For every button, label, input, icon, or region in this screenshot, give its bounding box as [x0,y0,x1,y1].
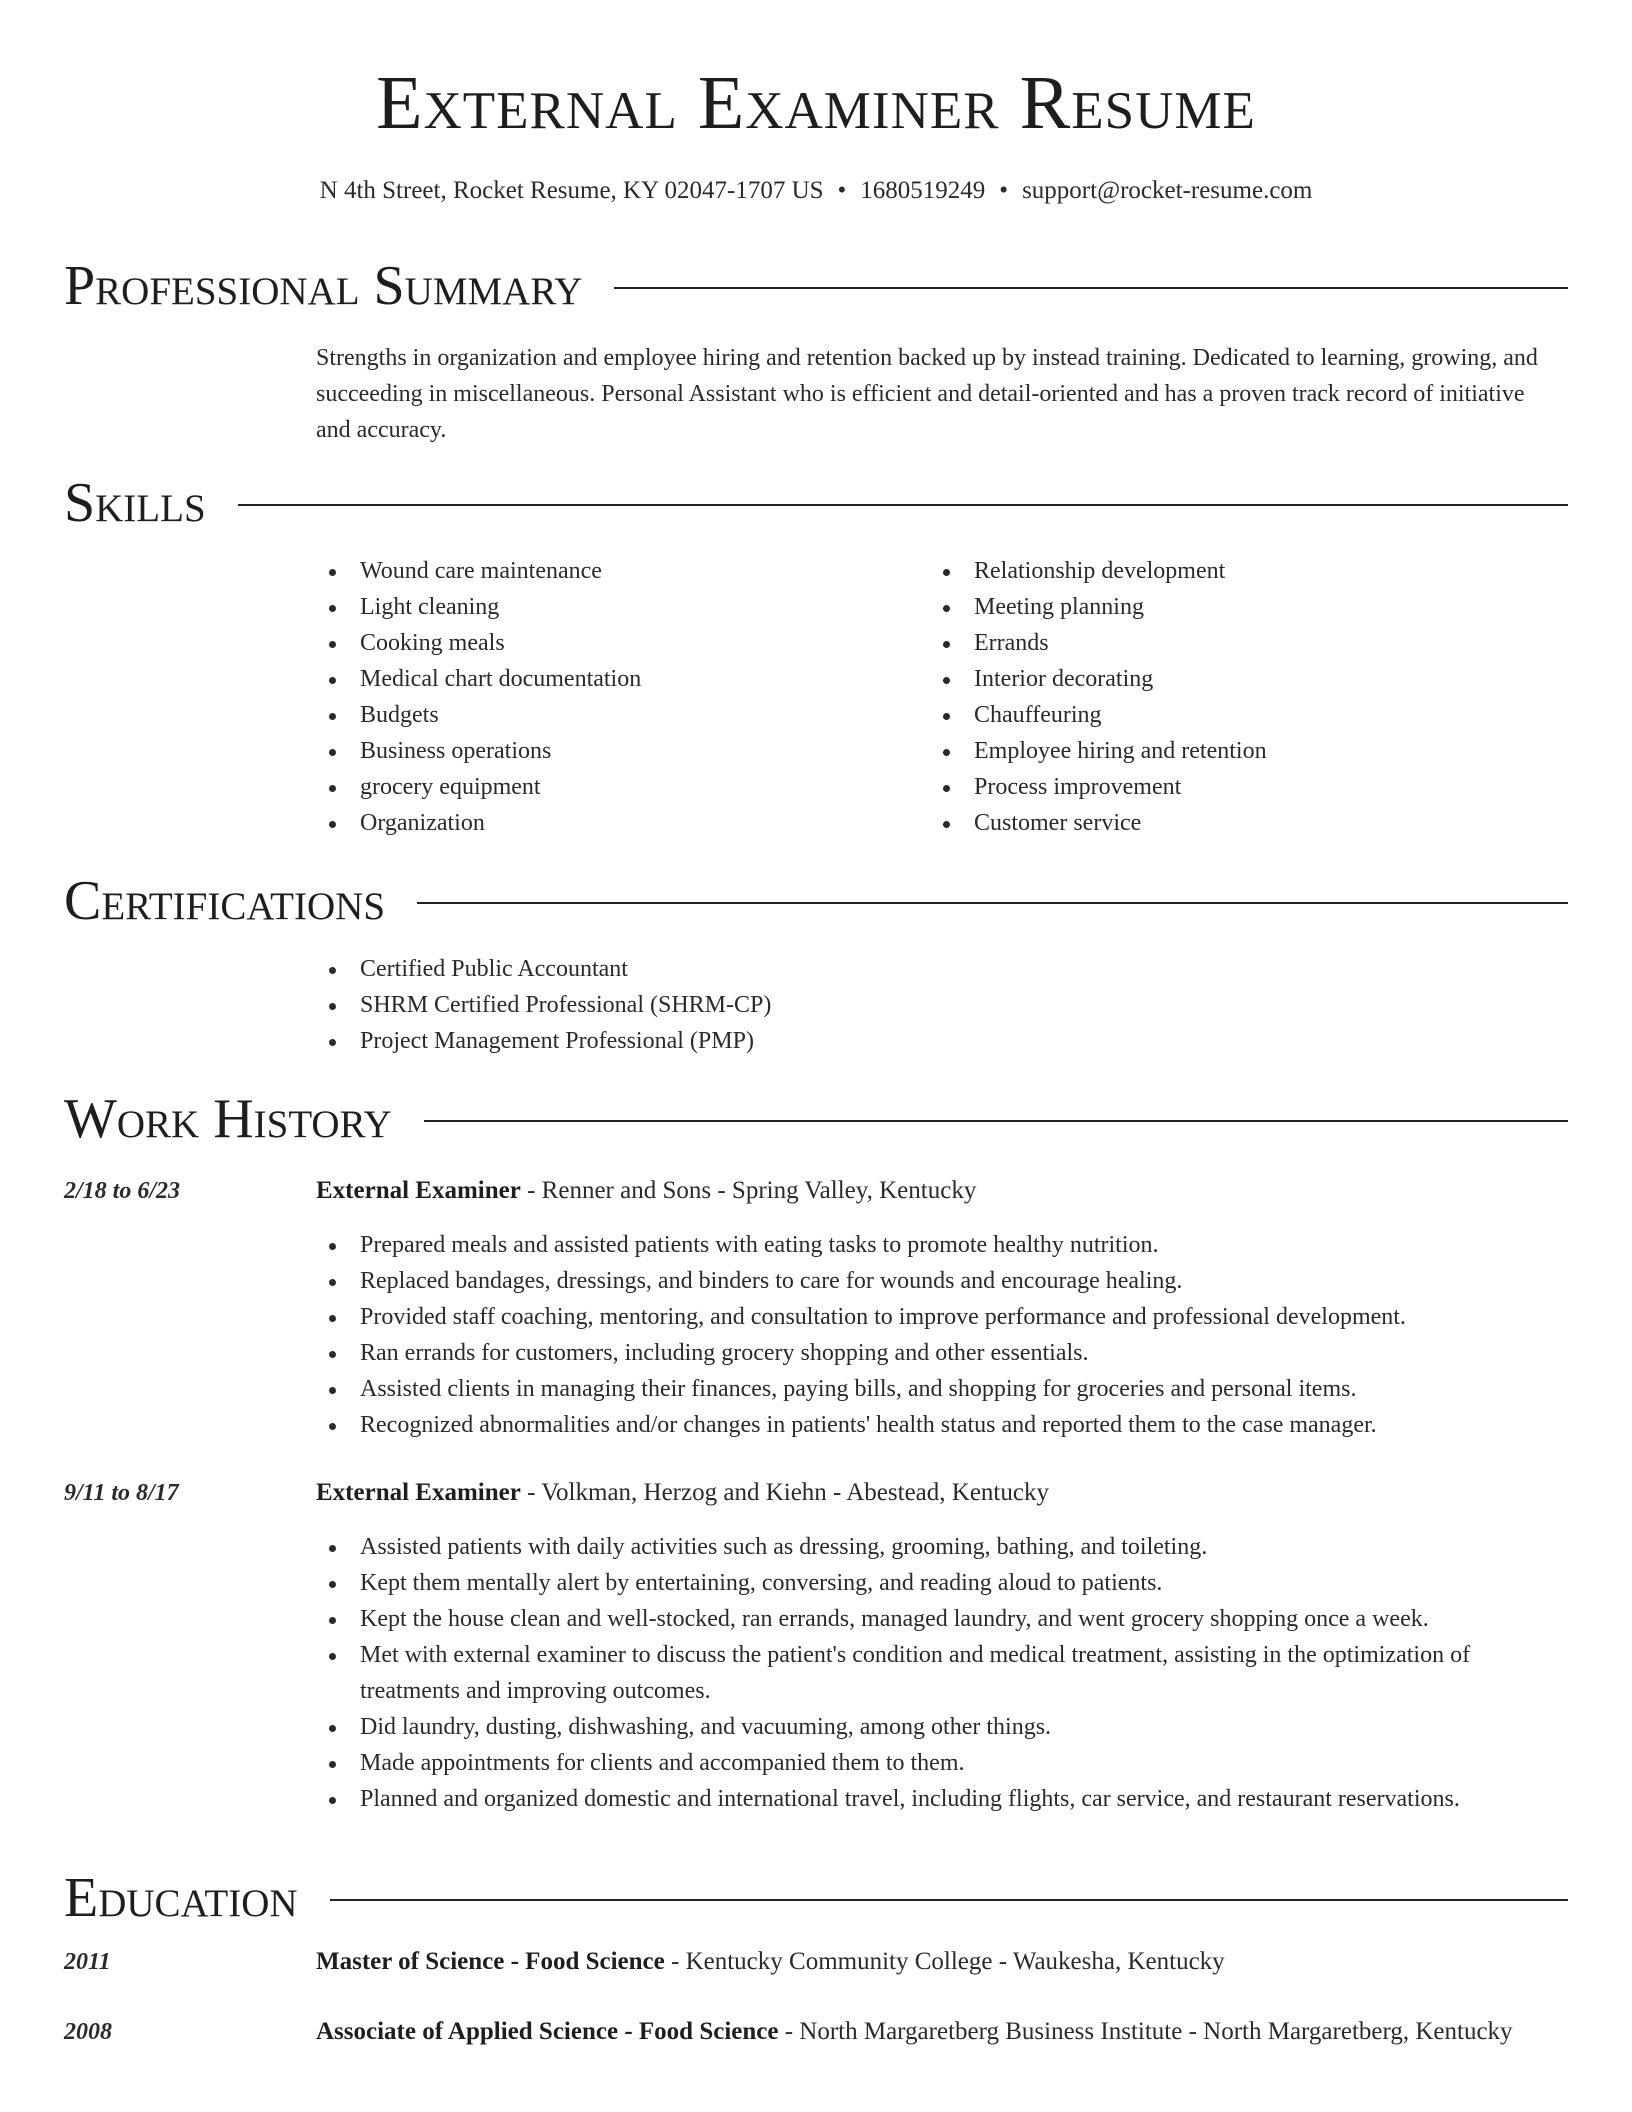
job-bullet: Ran errands for customers, including grocery shopping and other essentials. [316,1335,1556,1371]
skill-item: Budgets [316,697,916,733]
job-dates: 9/11 to 8/17 [64,1480,179,1506]
certification-item: Certified Public Accountant [316,951,1556,987]
skill-item: grocery equipment [316,769,916,805]
job-bullet: Kept the house clean and well-stocked, ran errands, managed laundry, and went grocery shopping once a week. [316,1601,1556,1637]
job-bullet: Did laundry, dusting, dishwashing, and vacuuming, among other things. [316,1709,1556,1745]
skill-item: Interior decorating [930,661,1550,697]
section-title: Work History [64,1088,392,1150]
certifications-list [316,951,1556,1059]
education-degree: Master of Science - Food Science [316,1948,665,1975]
job-header [316,1171,1556,1211]
skill-item: Meeting planning [930,589,1550,625]
education-year: 2008 [64,2019,112,2045]
section-divider [417,902,1568,904]
skills-list-left [316,553,916,841]
contact-address: N 4th Street, Rocket Resume, KY 02047-1707 US [319,177,824,204]
skill-item: Medical chart documentation [316,661,916,697]
contact-separator: • [999,177,1009,204]
contact-phone: 1680519249 [860,177,986,204]
education-details: - Kentucky Community College - Waukesha, Kentucky [664,1948,1225,1975]
job-details: - Renner and Sons - Spring Valley, Kentucky [520,1177,977,1204]
skill-item: Cooking meals [316,625,916,661]
section-heading-certifications [64,865,1568,937]
section-title: Education [64,1867,298,1929]
skill-item: Process improvement [930,769,1550,805]
section-divider [238,504,1568,506]
section-divider [614,287,1568,289]
contact-line [0,173,1632,209]
education-degree: Associate of Applied Science - Food Science [316,2018,779,2045]
job-bullets [316,1529,1556,1817]
skill-item: Light cleaning [316,589,916,625]
job-bullet: Met with external examiner to discuss the patient's condition and medical treatment, assisting in the optimization of treatments and improving outcomes. [316,1637,1556,1709]
section-heading-summary [64,250,1568,322]
job-dates: 2/18 to 6/23 [64,1178,181,1204]
education-details: - North Margaretberg Business Institute - North Margaretberg, Kentucky [778,2018,1513,2045]
job-bullet: Assisted patients with daily activities such as dressing, grooming, bathing, and toileting. [316,1529,1556,1565]
job-bullet: Recognized abnormalities and/or changes in patients' health status and reported them to the case manager. [316,1407,1556,1443]
job-title: External Examiner [316,1479,521,1506]
certification-item: Project Management Professional (PMP) [316,1023,1556,1059]
job-header [316,1473,1556,1513]
job-bullet: Provided staff coaching, mentoring, and consultation to improve performance and professional development. [316,1299,1556,1335]
skill-item: Employee hiring and retention [930,733,1550,769]
job-bullet: Planned and organized domestic and international travel, including flights, car service, and restaurant reservations. [316,1781,1556,1817]
summary-text: Strengths in organization and employee hiring and retention backed up by instead training. Dedicated to learning, growing, and succeeding in miscellaneous. Personal Assistant who is efficient and detail-oriented and has a proven track record of initiative and accuracy. [316,345,1538,443]
skill-item: Customer service [930,805,1550,841]
skill-item: Chauffeuring [930,697,1550,733]
skill-item: Wound care maintenance [316,553,916,589]
skill-item: Organization [316,805,916,841]
job-bullet: Made appointments for clients and accompanied them to them. [316,1745,1556,1781]
job-bullet: Kept them mentally alert by entertaining, conversing, and reading aloud to patients. [316,1565,1556,1601]
resume-name: External Examiner Resume [376,61,1256,145]
certification-item: SHRM Certified Professional (SHRM-CP) [316,987,1556,1023]
job-bullet: Assisted clients in managing their finances, paying bills, and shopping for groceries and personal items. [316,1371,1556,1407]
job-bullets [316,1227,1556,1443]
job-details: - Volkman, Herzog and Kiehn - Abestead, Kentucky [520,1479,1049,1506]
section-heading-skills [64,467,1568,539]
skill-item: Business operations [316,733,916,769]
section-heading-work-history [64,1083,1568,1155]
education-entry [316,2012,1556,2052]
job-bullet: Prepared meals and assisted patients with eating tasks to promote healthy nutrition. [316,1227,1556,1263]
skill-item: Relationship development [930,553,1550,589]
skill-item: Errands [930,625,1550,661]
section-title: Skills [64,472,206,534]
section-divider [330,1899,1568,1901]
section-title: Certifications [64,870,386,932]
section-heading-education [64,1862,1568,1934]
contact-separator: • [837,177,847,204]
job-bullet: Replaced bandages, dressings, and binders to care for wounds and encourage healing. [316,1263,1556,1299]
job-title: External Examiner [316,1177,521,1204]
section-title: Professional Summary [64,255,583,317]
education-entry [316,1942,1556,1982]
contact-email[interactable]: support@rocket-resume.com [1022,177,1313,204]
skills-list-right [930,553,1550,841]
section-divider [424,1120,1568,1122]
education-year: 2011 [64,1949,111,1975]
